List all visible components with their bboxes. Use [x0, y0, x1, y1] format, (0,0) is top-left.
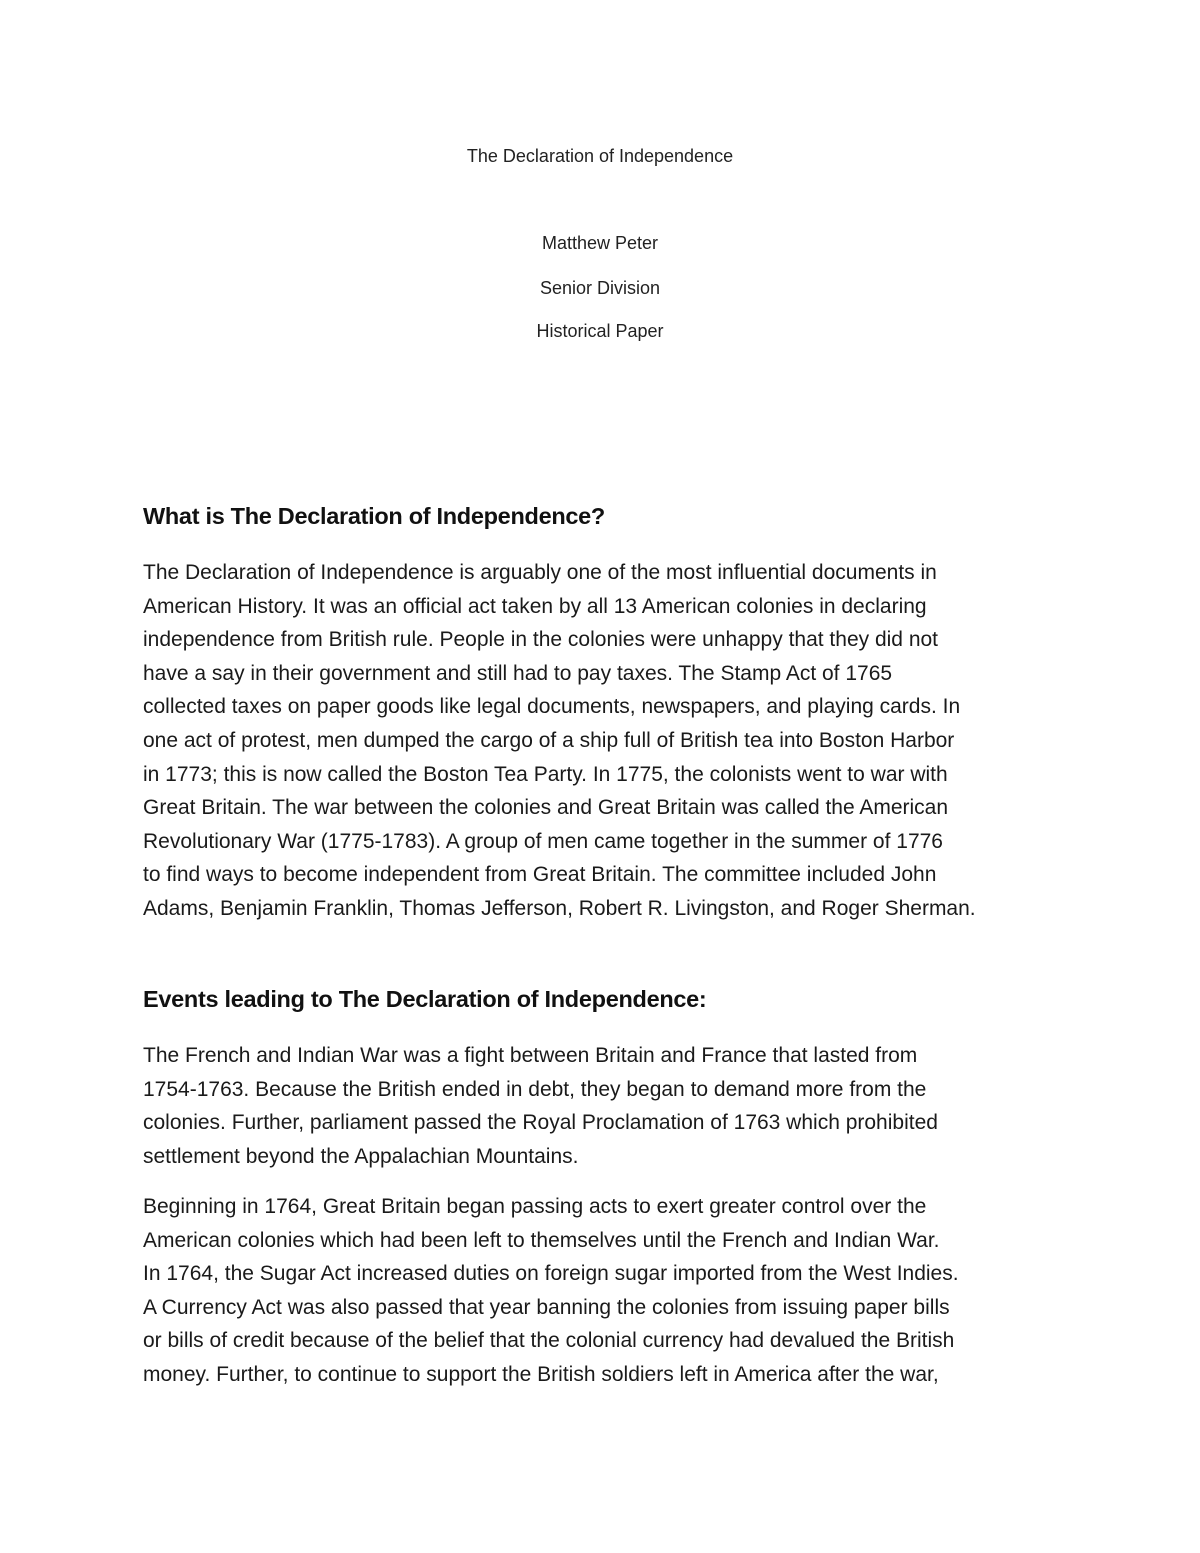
- paragraph-british-acts: [143, 1190, 1063, 1392]
- paragraph-line: one act of protest, men dumped the cargo of a ship full of British tea into Boston Harbor: [143, 728, 955, 752]
- paragraph-line: 1754-1763. Because the British ended in debt, they began to demand more from the: [143, 1077, 927, 1101]
- paragraph-line: have a say in their government and still had to pay taxes. The Stamp Act of 1765: [143, 661, 893, 685]
- category-label: Historical Paper: [536, 321, 664, 341]
- paragraph-line: Great Britain. The war between the colonies and Great Britain was called the American: [143, 796, 949, 820]
- section-heading-events: Events leading to The Declaration of Independence:: [143, 986, 707, 1012]
- division-label: Senior Division: [539, 278, 661, 298]
- paragraph-line: Beginning in 1764, Great Britain began passing acts to exert greater control over the: [143, 1195, 927, 1218]
- section-heading-what-is: What is The Declaration of Independence?: [143, 503, 605, 529]
- paragraph-line: In 1764, the Sugar Act increased duties on foreign sugar imported from the West Indies.: [143, 1262, 959, 1286]
- paragraph-what-is: [143, 556, 1063, 926]
- paragraph-line: collected taxes on paper goods like legal documents, newspapers, and playing cards. In: [143, 695, 961, 719]
- paragraph-line: settlement beyond the Appalachian Mountains.: [143, 1144, 579, 1168]
- paragraph-line: The French and Indian War was a fight between Britain and France that lasted from: [143, 1044, 918, 1067]
- paragraph-line: money. Further, to continue to support the British soldiers left in America after the war,: [143, 1362, 939, 1386]
- paragraph-line: or bills of credit because of the belief that the colonial currency had devalued the British: [143, 1329, 955, 1353]
- paragraph-line: Adams, Benjamin Franklin, Thomas Jefferson, Robert R. Livingston, and Roger Sherman.: [143, 896, 976, 920]
- paragraph-line: American colonies which had been left to themselves until the French and Indian War.: [143, 1228, 940, 1252]
- paragraph-line: independence from British rule. People in the colonies were unhappy that they did not: [143, 628, 939, 652]
- paragraph-line: The Declaration of Independence is arguably one of the most influential documents in: [143, 561, 937, 584]
- paragraph-line: American History. It was an official act taken by all 13 American colonies in declaring: [143, 594, 927, 618]
- paragraph-line: in 1773; this is now called the Boston Tea Party. In 1775, the colonists went to war with: [143, 762, 948, 786]
- paragraph-line: A Currency Act was also passed that year banning the colonies from issuing paper bills: [143, 1295, 950, 1319]
- paragraph-line: to find ways to become independent from Great Britain. The committee included John: [143, 863, 937, 887]
- document-title: The Declaration of Independence: [466, 146, 734, 166]
- paragraph-french-indian-war: [143, 1039, 1063, 1173]
- paragraph-line: Revolutionary War (1775-1783). A group of men came together in the summer of 1776: [143, 829, 943, 853]
- paragraph-line: colonies. Further, parliament passed the Royal Proclamation of 1763 which prohibited: [143, 1111, 938, 1135]
- author-name: Matthew Peter: [541, 233, 659, 253]
